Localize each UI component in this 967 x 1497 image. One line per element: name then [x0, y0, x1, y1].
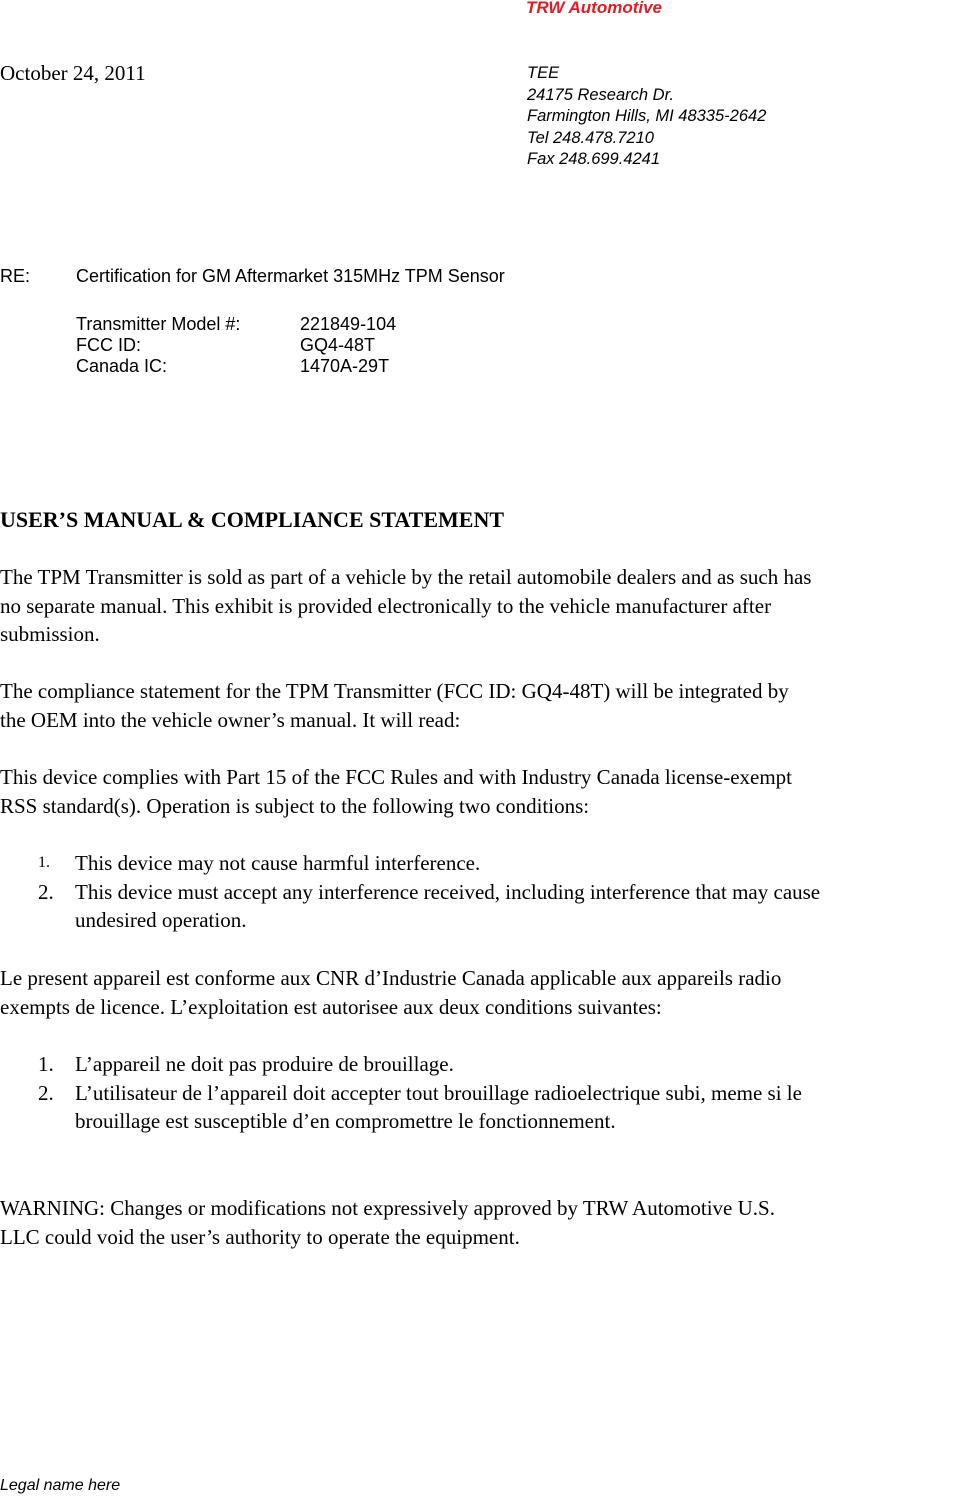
text-line: This device may not cause harmful interference. — [75, 851, 481, 875]
text-line: L’appareil ne doit pas produire de brouillage. — [75, 1052, 454, 1076]
text-line: This device must accept any interference received, including interference that may cause — [75, 879, 821, 904]
text-line: The TPM Transmitter is sold as part of a vehicle by the retail automobile dealers and as such has — [0, 565, 812, 589]
identifier-row — [76, 356, 396, 377]
list-number: 2. — [38, 879, 54, 904]
list-item — [0, 878, 967, 935]
list-item — [0, 1050, 967, 1079]
address-line: Farmington Hills, MI 48335-2642 — [527, 107, 767, 125]
text-line: undesired operation. — [75, 908, 247, 932]
identifier-row — [76, 314, 396, 335]
text-line: no separate manual. This exhibit is provided electronically to the vehicle manufacturer after — [0, 593, 772, 618]
text-line: exempts de licence. L’exploitation est autorisee aux deux conditions suivantes: — [0, 994, 662, 1019]
text-line: This device complies with Part 15 of the FCC Rules and with Industry Canada license-exempt — [0, 765, 793, 789]
identifier-label: Transmitter Model #: — [76, 314, 241, 334]
identifier-row — [76, 335, 396, 356]
sender-address — [527, 63, 766, 171]
french-statement-paragraph — [0, 964, 967, 1021]
text-line: the OEM into the vehicle owner’s manual. It will read: — [0, 707, 461, 732]
intro-paragraph — [0, 563, 967, 649]
address-line: TEE — [527, 64, 560, 82]
identifier-value: 221849-104 — [300, 314, 397, 334]
identifier-value: 1470A-29T — [300, 356, 390, 376]
address-line: 24175 Research Dr. — [527, 85, 675, 104]
re-subject: Certification for GM Aftermarket 315MHz TPM Sensor — [76, 266, 505, 286]
list-number: 1. — [38, 1052, 54, 1076]
text-line: submission. — [0, 622, 100, 646]
conditions-list-en — [0, 849, 967, 935]
address-line: Tel 248.478.7210 — [527, 128, 654, 147]
letter-date: October 24, 2011 — [0, 61, 146, 85]
identifier-value: GQ4-48T — [300, 335, 376, 355]
text-line: WARNING: Changes or modifications not expressively approved by TRW Automotive U.S. — [0, 1196, 775, 1220]
text-line: L’utilisateur de l’appareil doit accepter tout brouillage radioelectrique subi, meme si le — [75, 1080, 802, 1105]
list-item — [0, 849, 967, 878]
compliance-intro-paragraph — [0, 677, 967, 734]
list-number: 1. — [38, 854, 50, 871]
list-item — [0, 1079, 967, 1136]
identifier-label: Canada IC: — [76, 356, 168, 376]
identifier-table — [76, 314, 396, 377]
fcc-statement-paragraph — [0, 763, 967, 820]
text-line: Le present appareil est conforme aux CNR d’Industrie Canada applicable aux appareils radio — [0, 966, 782, 990]
text-line: brouillage est susceptible d’en compromettre le fonctionnement. — [75, 1109, 616, 1133]
re-label: RE: — [0, 266, 31, 286]
text-line: RSS standard(s). Operation is subject to the following two conditions: — [0, 793, 590, 818]
list-number: 2. — [38, 1080, 54, 1105]
document-heading: USER’S MANUAL & COMPLIANCE STATEMENT — [0, 507, 505, 532]
text-line: The compliance statement for the TPM Transmitter (FCC ID: GQ4-48T) will be integrated by — [0, 679, 789, 703]
text-line: LLC could void the user’s authority to operate the equipment. — [0, 1224, 520, 1249]
warning-paragraph — [0, 1194, 967, 1251]
legal-name-footer: Legal name here — [0, 1477, 121, 1494]
identifier-label: FCC ID: — [76, 335, 141, 355]
company-name: TRW Automotive — [526, 0, 662, 17]
conditions-list-fr — [0, 1050, 967, 1136]
address-line: Fax 248.699.4241 — [527, 150, 661, 168]
